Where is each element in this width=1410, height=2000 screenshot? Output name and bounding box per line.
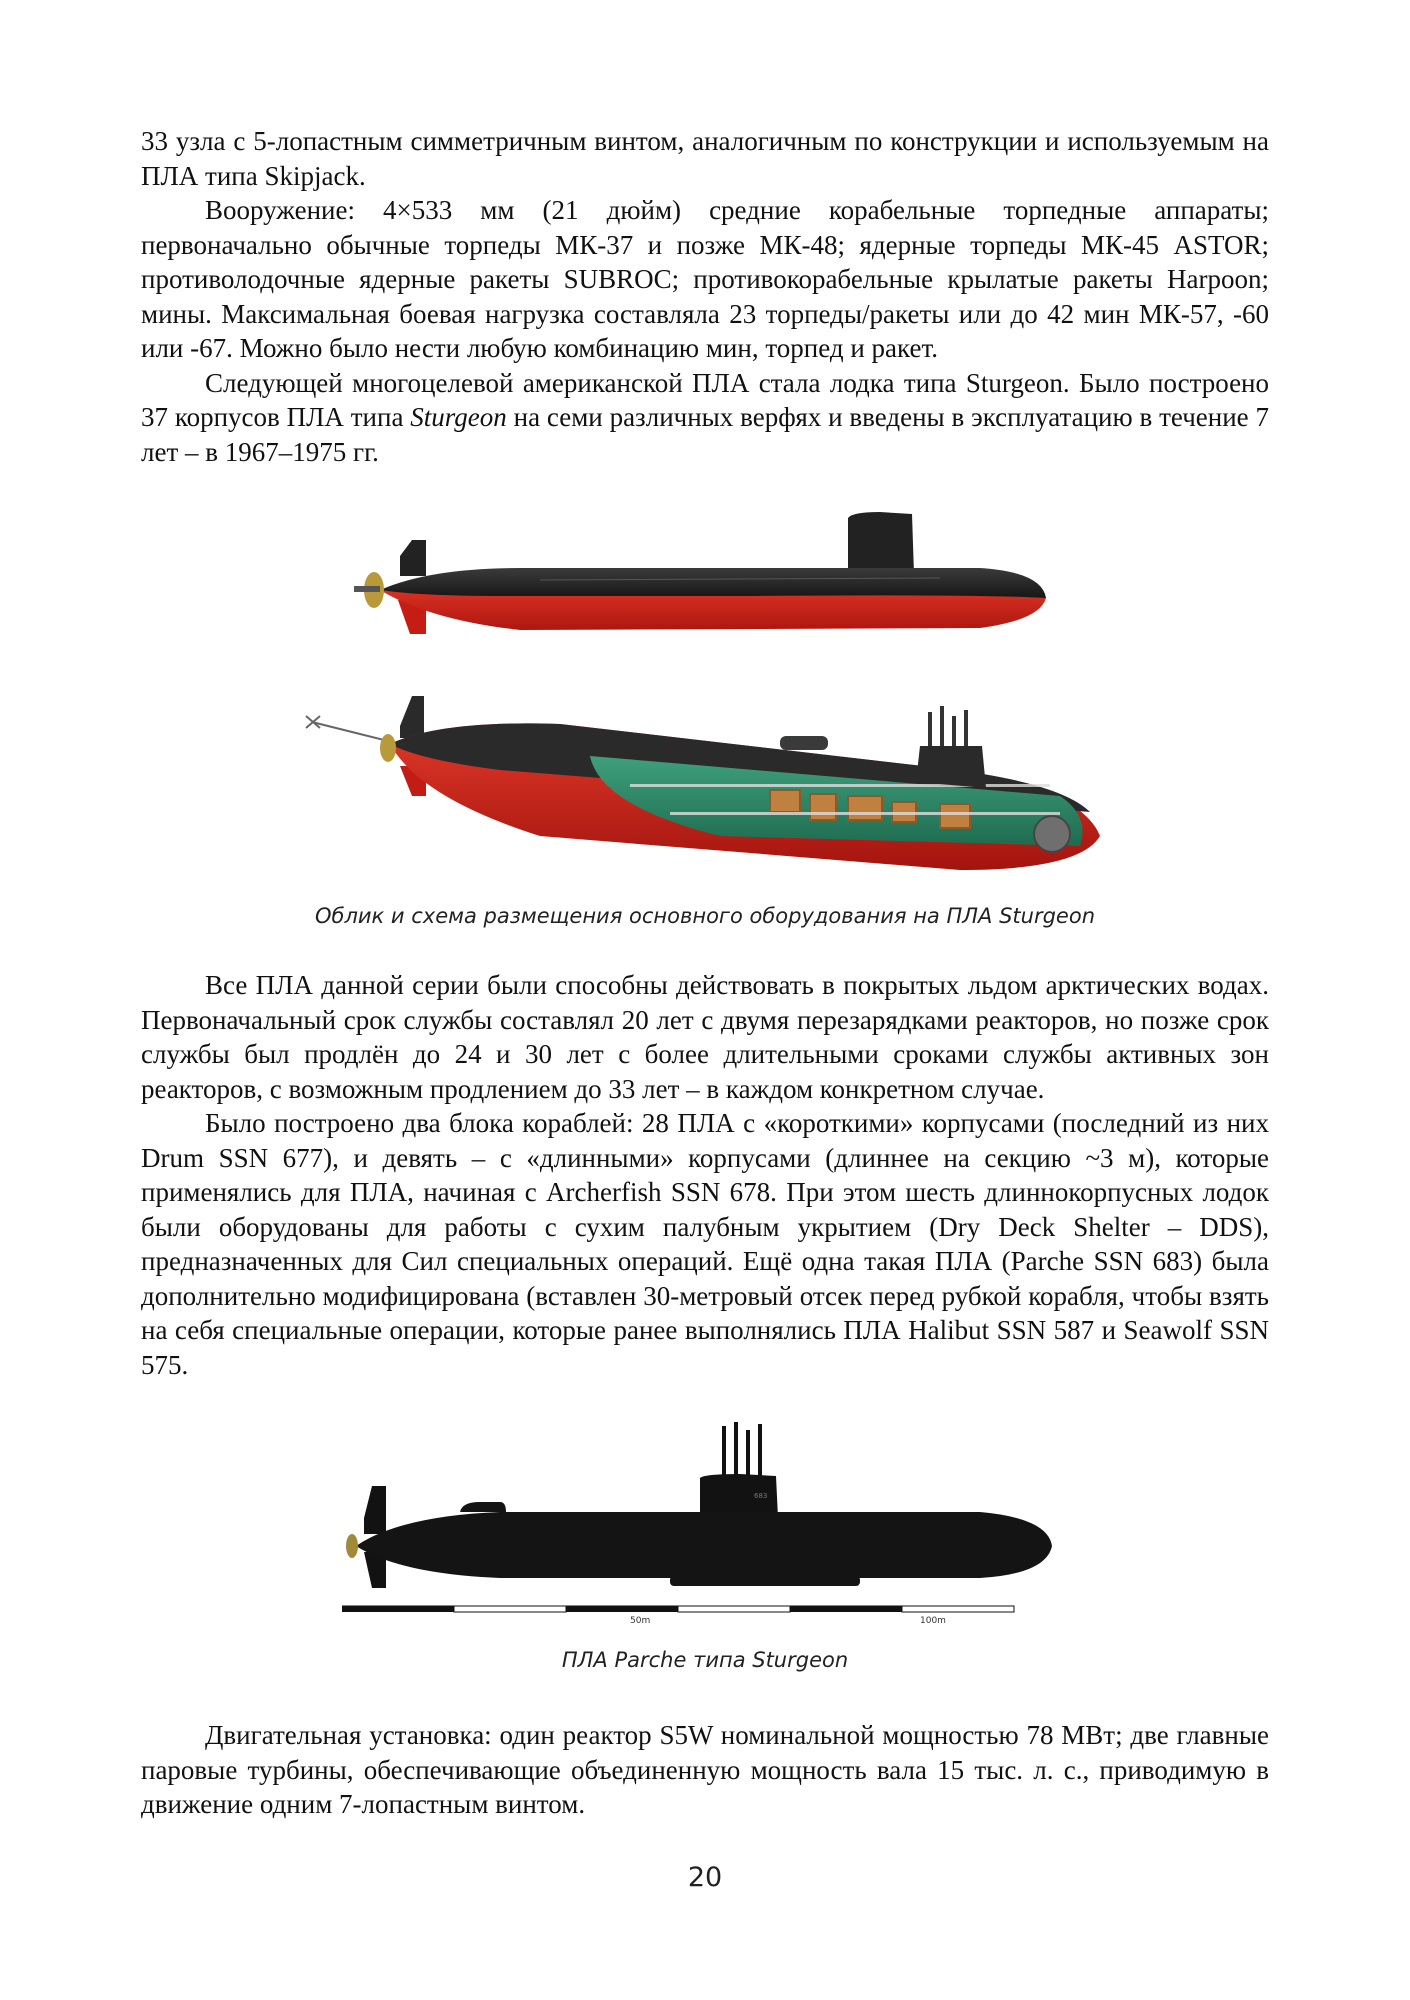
scale-bar bbox=[342, 1606, 1014, 1612]
paragraph-arctic-service: Все ПЛА данной серии были способны действовать в покрытых льдом арктических водах. Первоначальный срок службы составлял 20 лет с двумя перезарядками реакторов, но позже срок службы был продлён до 24 и 30 лет с более длительными сроками службы активных зон реакторов, с возможным продлением до 33 лет – в каждом конкретном случае. bbox=[141, 970, 1269, 1104]
prop-shaft bbox=[354, 586, 380, 592]
figure-caption-2: ПЛА Parche типа Sturgeon bbox=[561, 1648, 849, 1672]
cutaway-sail bbox=[916, 746, 986, 788]
upper-rudder bbox=[400, 540, 426, 576]
sturgeon-intro-start: Следующей многоцелевой американской ПЛА стала лодка типа Sturgeon. Было построено 37 корпусов ПЛА типа bbox=[141, 367, 1269, 432]
parche-masts bbox=[724, 1422, 760, 1482]
text-block-middle bbox=[141, 968, 1269, 1382]
paragraph-powerplant: Двигательная установка: один реактор S5W номинальной мощностью 78 МВт; две главные паровые турбины, обеспечивающие объединенную мощность вала 15 тыс. л. с., приводимую в движение одним 7-лопастным винтом. bbox=[141, 1720, 1269, 1819]
hull-upper-black bbox=[380, 568, 1046, 598]
figure-caption-1: Облик и схема размещения основного оборудования на ПЛА Sturgeon bbox=[314, 904, 1096, 928]
sail-number: 683 bbox=[754, 1492, 768, 1500]
parche-silhouette-figure bbox=[340, 1418, 1070, 1628]
parche-keel bbox=[670, 1576, 860, 1586]
parche-upper-rudder bbox=[364, 1486, 386, 1534]
paragraph-sturgeon-intro bbox=[141, 366, 1269, 470]
sail-shape bbox=[848, 512, 914, 574]
antenna-tip bbox=[306, 716, 320, 728]
masts bbox=[930, 706, 966, 746]
parche-propeller bbox=[346, 1534, 358, 1558]
scale-label-50m: 50m bbox=[630, 1616, 651, 1626]
paragraph-hull-variants: Было построено два блока кораблей: 28 ПЛА с «короткими» корпусами (последний из них Drum SSN 677), и девять – с «длинными» корпусами (длиннее на секцию ~3 м), которые применялись для ПЛА, начиная с Archerfish SSN 678. При этом шесть длиннокорпусных лодок были оборудованы для работы с сухим палубным укрытием (Dry Deck Shelter – DDS), предназначенных для Сил специальных операций. Ещё одна такая ПЛА (Parche SSN 683) была дополнительно модифицирована (вставлен 30-метровый отсек перед рубкой корабля, чтобы взять на себя специальные операции, которые ранее выполнялись ПЛА Halibut SSN 587 и Seawolf SSN 575. bbox=[141, 1108, 1269, 1380]
paragraph-armament: Вооружение: 4×533 мм (21 дюйм) средние корабельные торпедные аппараты; первоначально обычные торпеды МК-37 и позже МК-48; ядерные торпеды МК-45 ASTOR; противолодочные ядерные ракеты SUBROC; противокорабельные крылатые ракеты Harpoon; мины. Максимальная боевая нагрузка составляла 23 торпеды/ракеты или до 42 мин МК-57, -60 или -67. Можно было нести любую комбинацию мин, торпед и ракет. bbox=[141, 195, 1269, 363]
submarine-cutaway-figure bbox=[300, 686, 1120, 886]
parche-hull bbox=[356, 1512, 1052, 1578]
sturgeon-intro-end: на семи различных верфях и введены в эксплуатацию в течение 7 лет – в 1967–1975 гг. bbox=[141, 402, 1269, 467]
deck-hatch bbox=[780, 736, 828, 750]
cutaway-upper-rudder bbox=[400, 696, 424, 738]
scale-label-100m: 100m bbox=[920, 1616, 946, 1626]
sturgeon-italic: Sturgeon bbox=[410, 402, 507, 432]
text-block-top bbox=[141, 124, 1269, 469]
paragraph-propulsion-continued: 33 узла с 5-лопастным симметричным винтом, аналогичным по конструкции и используемым на ПЛА типа Skipjack. bbox=[141, 126, 1269, 191]
text-block-bottom bbox=[141, 1718, 1269, 1822]
submarine-profile-figure bbox=[340, 510, 1060, 660]
towed-antenna bbox=[312, 722, 392, 742]
parche-hump bbox=[460, 1502, 506, 1512]
sonar-sphere bbox=[1034, 816, 1070, 852]
cutaway-propeller bbox=[380, 734, 396, 762]
page-number: 20 bbox=[687, 1862, 723, 1893]
